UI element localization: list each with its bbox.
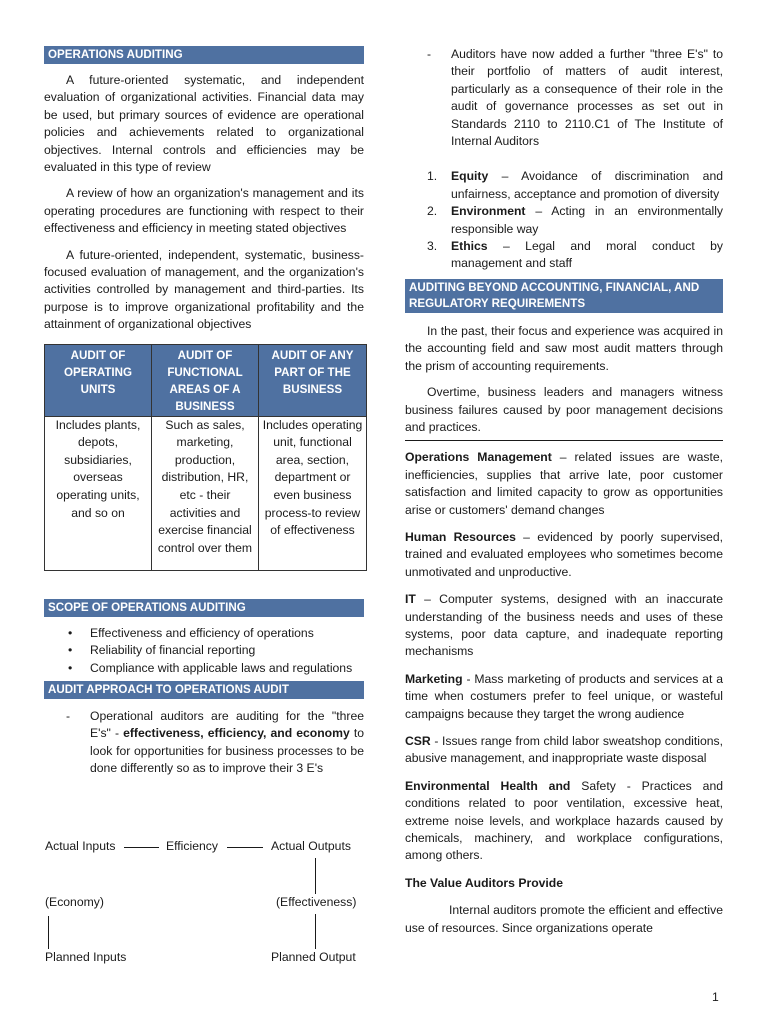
diagram-actual-inputs: Actual Inputs — [45, 839, 116, 853]
diagram-efficiency: Efficiency — [166, 839, 218, 853]
table-cell: Such as sales, marketing, production, distribution, HR, etc - their activities and exercise financial control over them — [152, 416, 259, 570]
operations-auditing-paragraph-2: A review of how an organization's management and its operating procedures are functioning with respect to their effectiveness and efficiency in meeting stated objectives — [44, 186, 364, 236]
beyond-paragraph-2: Overtime, business leaders and managers witness business failures caused by poor management decisions and practices. — [405, 385, 723, 434]
table-cell: Includes operating unit, functional area, section, department or even business process-to review of effectiveness — [259, 416, 367, 570]
area-term: Marketing — [405, 671, 463, 686]
operations-auditing-paragraph-3: A future-oriented, independent, systematic, business-focused evaluation of management, and the organization's activities controlled by management and third-parties. Its purpose is to improve organizational profitability and the attainment of organizational objectives — [44, 247, 364, 332]
three-es-diagram — [44, 836, 364, 970]
diagram-connector — [227, 847, 263, 848]
list-item — [405, 203, 723, 238]
list-definition: – Legal and moral conduct by management and staff — [451, 239, 723, 271]
area-it — [405, 591, 723, 661]
table-cell: Includes plants, depots, subsidiaries, overseas operating units, and so on — [45, 416, 152, 570]
list-number: 2. — [427, 204, 438, 219]
area-environmental-health — [405, 778, 723, 865]
three-es-intro-item — [405, 46, 723, 150]
value-auditors-title: The Value Auditors Provide — [405, 875, 564, 890]
audit-types-table — [44, 344, 367, 571]
three-es-intro-text: Auditors have now added a further "three E's" to their portfolio of matters of audit interest, particularly as a consequence of their role in the audit of governance processes as set out in Standards 2110 to 2110.C1 of The Institute of Internal Auditors — [451, 47, 723, 149]
section-header-audit-approach: AUDIT APPROACH TO OPERATIONS AUDIT — [44, 681, 364, 699]
diagram-effectiveness: (Effectiveness) — [276, 895, 357, 909]
area-definition: - Issues range from child labor sweatshop conditions, abusive management, and inappropriate waste disposal — [405, 734, 723, 766]
approach-text — [90, 708, 364, 778]
diagram-connector — [315, 914, 316, 949]
operations-auditing-paragraph-1: A future-oriented systematic, and independent evaluation of organizational activities. Financial data may be used, but primary sources of evidence are operational policies and achievements related to organizational objectives. Internal controls and efficiencies may be evaluated in this type of review — [44, 73, 364, 175]
list-term: Environment — [451, 204, 526, 219]
list-term: Ethics — [451, 239, 488, 254]
diagram-connector — [124, 847, 159, 848]
area-term: IT — [405, 592, 416, 607]
area-operations-management — [405, 449, 723, 519]
diagram-actual-outputs: Actual Outputs — [271, 839, 351, 853]
area-term: Environmental Health and — [405, 778, 571, 793]
approach-text-bold: effectiveness, efficiency, and economy — [123, 726, 350, 741]
table-header-cell: AUDIT OF FUNCTIONAL AREAS OF A BUSINESS — [152, 344, 259, 416]
list-number: 1. — [427, 169, 438, 184]
divider — [405, 440, 723, 441]
area-definition: - Mass marketing of products and services at a time when costumers prefer to feel unique, or wasteful campaigns because they target the wrong audience — [405, 671, 723, 721]
approach-text-start: Operational auditors are auditing for the "three E's" - — [90, 708, 364, 741]
value-auditors-paragraph: Internal auditors promote the efficient and effective use of resources. Since organizations operate — [405, 903, 723, 935]
diagram-planned-inputs: Planned Inputs — [45, 950, 127, 964]
section-header-operations-auditing: OPERATIONS AUDITING — [44, 46, 364, 64]
list-definition: – Avoidance of discrimination and unfairness, acceptance and promotion of diversity — [451, 169, 723, 201]
table-header-cell: AUDIT OF ANY PART OF THE BUSINESS — [259, 344, 367, 416]
right-column — [405, 0, 723, 937]
approach-text-end: to look for opportunities for business processes to be done differently so as to improve their 3 E's — [90, 726, 364, 776]
left-column — [44, 0, 364, 778]
approach-item — [44, 708, 364, 778]
beyond-paragraph-1: In the past, their focus and experience was acquired in the accounting field and saw most audit matters through the prism of accounting requirements. — [405, 323, 723, 373]
list-item — [405, 238, 723, 273]
page-number: 1 — [712, 990, 719, 1004]
table-header-cell: AUDIT OF OPERATING UNITS — [45, 344, 152, 416]
list-definition: – Acting in an environmentally responsible way — [451, 204, 723, 236]
area-term: Operations Management — [405, 450, 552, 465]
list-item — [405, 168, 723, 203]
area-term: Human Resources — [405, 529, 516, 544]
scope-list — [44, 625, 364, 677]
diagram-planned-output: Planned Output — [271, 950, 356, 964]
diagram-connector — [48, 916, 49, 949]
area-csr — [405, 733, 723, 768]
list-item: • Effectiveness and efficiency of operations — [44, 625, 364, 642]
list-item: • Compliance with applicable laws and regulations — [44, 660, 364, 677]
list-term: Equity — [451, 169, 489, 184]
section-header-scope: SCOPE OF OPERATIONS AUDITING — [44, 599, 364, 617]
dash-marker: - — [66, 708, 71, 723]
area-definition: – evidenced by poorly supervised, trained and evaluated employees who sometimes become unmotivated and unproductive. — [405, 529, 723, 579]
diagram-economy: (Economy) — [45, 895, 104, 909]
diagram-connector — [315, 858, 316, 894]
table-row — [45, 416, 367, 570]
area-definition: Safety - Practices and conditions related to poor ventilation, excessive heat, extreme noise levels, and workplace hazards caused by chemicals, machinery, and workplace configurations, among others. — [405, 778, 723, 863]
area-term: CSR — [405, 734, 431, 748]
dash-marker: - — [427, 47, 432, 61]
section-header-auditing-beyond: AUDITING BEYOND ACCOUNTING, FINANCIAL, AND REGULATORY REQUIREMENTS — [405, 279, 723, 313]
area-definition: – Computer systems, designed with an inaccurate understanding of the business needs and uses of these systems, poor data capture, and inadequate reporting mechanisms — [405, 592, 723, 659]
list-item: • Reliability of financial reporting — [44, 642, 364, 659]
additional-es-list — [405, 168, 723, 272]
area-human-resources — [405, 529, 723, 581]
table-header-row — [45, 344, 367, 416]
area-marketing — [405, 671, 723, 723]
area-definition: – related issues are waste, inefficiencies, supplies that arrive late, poor customer satisfaction and limited capacity to grow as opportunities arise or customers' demand changes — [405, 450, 724, 517]
list-number: 3. — [427, 239, 438, 254]
